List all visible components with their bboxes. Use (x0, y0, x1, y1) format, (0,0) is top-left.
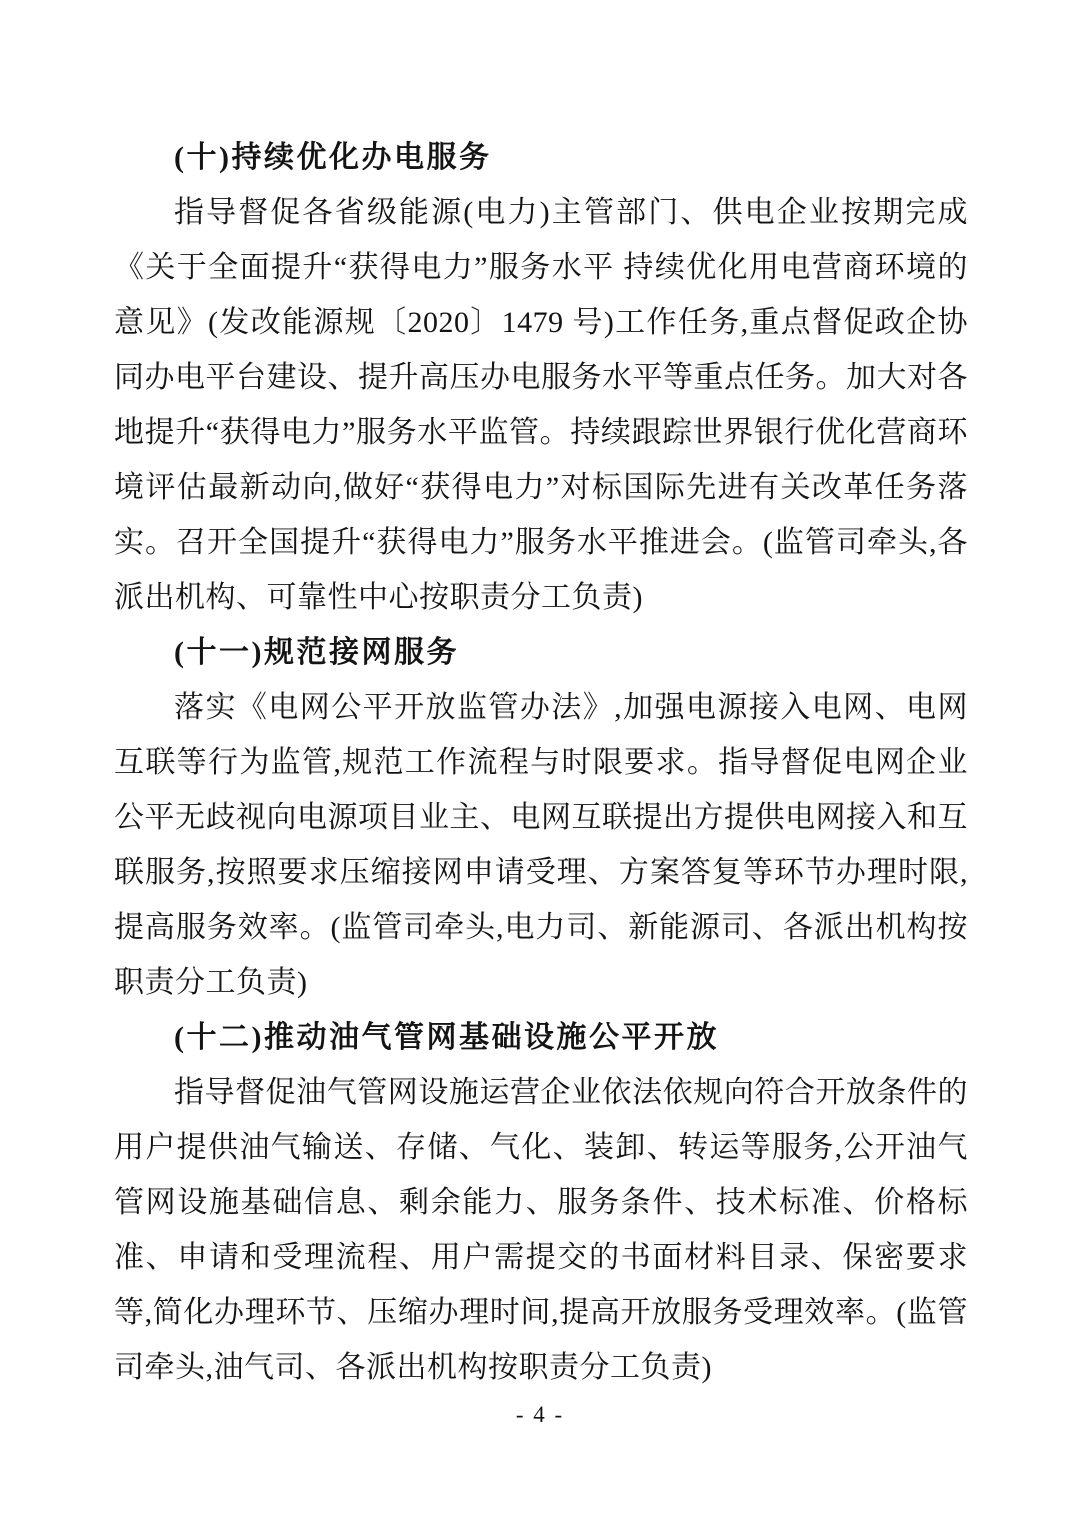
section-heading: (十二)推动油气管网基础设施公平开放 (174, 1021, 719, 1054)
page-footer (0, 1402, 1080, 1428)
section-heading: (十)持续优化办电服务 (174, 141, 492, 174)
section-paragraph: 指导督促各省级能源(电力)主管部门、供电企业按期完成《关于全面提升“获得电力”服务水平 持续优化用电营商环境的意见》(发改能源规〔2020〕1479 号)工作任务,重点督促政企协同办电平台建设、提升高压办电服务水平等重点任务。加大对各地提升“获得电力”服务水平监管。持续跟踪世界银行优化营商环境评估最新动向,做好“获得电力”对标国际先进有关改革任务落实。召开全国提升“获得电力”服务水平推进会。(监管司牵头,各派出机构、可靠性中心按职责分工负责) (114, 196, 968, 614)
section-paragraph: 指导督促油气管网设施运营企业依法依规向符合开放条件的用户提供油气输送、存储、气化、装卸、转运等服务,公开油气管网设施基础信息、剩余能力、服务条件、技术标准、价格标准、申请和受理流程、用户需提交的书面材料目录、保密要求等,简化办理环节、压缩办理时间,提高开放服务受理效率。(监管司牵头,油气司、各派出机构按职责分工负责) (114, 1076, 968, 1384)
document-section (114, 1010, 968, 1395)
document-content (114, 130, 968, 1395)
section-heading: (十一)规范接网服务 (174, 636, 459, 669)
document-section (114, 625, 968, 1010)
page-number: - 4 - (515, 1402, 565, 1427)
section-paragraph: 落实《电网公平开放监管办法》,加强电源接入电网、电网互联等行为监管,规范工作流程与时限要求。指导督促电网企业公平无歧视向电源项目业主、电网互联提出方提供电网接入和互联服务,按照要求压缩接网申请受理、方案答复等环节办理时限,提高服务效率。(监管司牵头,电力司、新能源司、各派出机构按职责分工负责) (114, 691, 968, 999)
document-section (114, 130, 968, 625)
